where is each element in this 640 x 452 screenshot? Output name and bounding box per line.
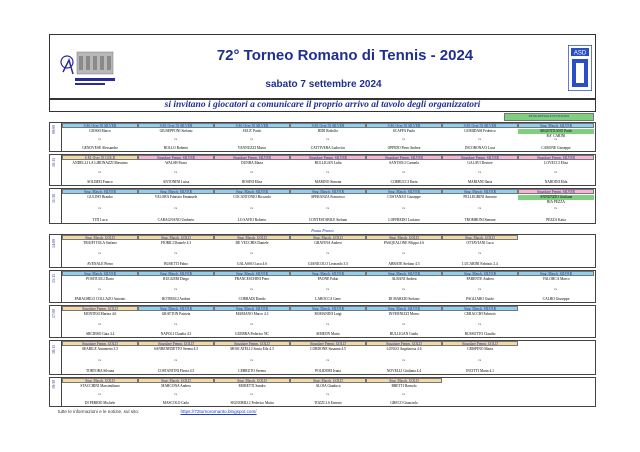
- match-category: Sing. Masch. GOLD: [290, 378, 366, 383]
- player-a: GRATTON Patrizia: [161, 312, 191, 316]
- player-a: BULLIGAN Lidia: [314, 161, 342, 165]
- match-category: Sing. Masch. GOLD: [62, 235, 138, 240]
- time-slot: [50, 123, 62, 151]
- player-a: GALAVI Desiree: [467, 161, 493, 165]
- match-category: Singolare Femm. SILVER: [518, 155, 594, 160]
- player-a: GIOSSI Marco: [89, 129, 111, 133]
- footer-link[interactable]: https://72tornoromanto.blogspot.com/: [180, 409, 257, 414]
- versus-label: vs: [478, 357, 482, 362]
- time-block: [49, 188, 596, 224]
- match-category: Singolare Femm. GOLD: [214, 341, 290, 346]
- time-slot: [50, 271, 62, 302]
- match-category: Sing. Masch. GOLD: [366, 378, 442, 383]
- versus-label: vs: [98, 357, 102, 362]
- player-a: RIDI Rodolfo: [317, 129, 339, 133]
- player-b: ABBATE Stefano 4.5: [388, 262, 420, 266]
- match-category: S.M. Over 55 SILVER: [366, 123, 442, 128]
- time-slot: [50, 341, 62, 374]
- player-b: CARAGNANO Umberto: [157, 218, 195, 222]
- match-category: Singolare Femm. GOLD: [138, 341, 214, 346]
- versus-label: vs: [174, 357, 178, 362]
- match-category: S.M. Over 55 GOLD: [62, 155, 138, 160]
- versus-label: vs: [402, 392, 406, 396]
- lunch-break-label: Pausa Pranzo: [311, 228, 334, 233]
- versus-label: vs: [402, 357, 406, 362]
- player-a: COSTANZO Giuseppe: [387, 195, 421, 199]
- versus-label: vs: [478, 251, 482, 255]
- versus-label: vs: [478, 321, 482, 326]
- footer: [58, 409, 257, 414]
- player-b: CARONE Giuseppe: [541, 146, 571, 150]
- time-block: [49, 270, 596, 303]
- player-b: LOFFREDO Luciano: [388, 218, 420, 222]
- match-category: Sing. Masch. SILVER: [366, 189, 442, 194]
- player-a-partner: RA' CARINI: [546, 134, 566, 138]
- sponsor-logo-icon: [568, 45, 592, 91]
- versus-label: vs: [98, 392, 102, 396]
- match-category: Sing. Masch. GOLD: [214, 235, 290, 240]
- match-category: Singolare Femm. GOLD: [62, 306, 138, 311]
- player-b: DI PERRIO Michele: [84, 401, 116, 405]
- player-b: ARCIERO Gaia 4.4: [85, 332, 115, 336]
- time-label: 14:00: [51, 238, 56, 248]
- match-category: Sing. Masch. SILVER: [442, 189, 518, 194]
- versus-label: vs: [478, 206, 482, 210]
- player-a: RUGGERI Diego: [163, 277, 189, 281]
- tournament-title: 72° Torneo Romano di Tennis - 2024: [216, 47, 474, 64]
- match-category: Sing. Masch. SILVER: [290, 189, 366, 194]
- player-a: PELLEGRINI Antonio: [463, 195, 497, 199]
- versus-label: vs: [250, 357, 254, 362]
- player-b: TITI Luca: [92, 218, 108, 222]
- versus-label: vs: [98, 286, 102, 291]
- player-a: PASQUALONE Filippo 4.6: [383, 241, 425, 245]
- versus-label: vs: [478, 286, 482, 291]
- player-b: PEZZA Katia: [546, 218, 566, 222]
- match-category: Sing. Masch. GOLD: [214, 378, 290, 383]
- player-a: PAONE Fabio: [317, 277, 339, 281]
- player-b: MASCOLO Carlo: [162, 401, 190, 405]
- time-slot: [50, 155, 62, 185]
- versus-label: vs: [250, 206, 254, 210]
- time-label: 15:15: [51, 274, 56, 284]
- time-slot: [50, 189, 62, 223]
- versus-label: vs: [326, 251, 330, 255]
- player-a: SULE' Paolo: [242, 129, 262, 133]
- versus-label: vs: [250, 170, 254, 174]
- player-b: PARAGHILO COLLAZO Antonio: [74, 297, 126, 301]
- versus-label: vs: [554, 170, 558, 174]
- player-a: FRANCESCHINI Piero: [234, 277, 270, 281]
- player-b: MARINO Simona: [314, 180, 342, 184]
- player-a: TRAIFI TOLA Stefano: [83, 241, 117, 245]
- player-b: VANNUZZI Marco: [237, 146, 267, 150]
- match-category: Sing. Masch. GOLD: [290, 235, 366, 240]
- player-b: INCORONA'O Luca: [464, 146, 496, 150]
- player-b: BULLIGAN Guido: [389, 332, 419, 336]
- match-category: Sing. Masch. SILVER: [214, 271, 290, 276]
- player-a: DE VECCHIS Daniele: [235, 241, 269, 245]
- match-category: Sing. Masch. SILVER: [442, 306, 518, 311]
- versus-label: vs: [326, 170, 330, 174]
- versus-label: vs: [554, 137, 558, 141]
- versus-label: vs: [402, 206, 406, 210]
- time-label: 19:30: [51, 380, 56, 390]
- time-block: [49, 340, 596, 375]
- player-b: MARIANI Ilaria: [467, 180, 493, 184]
- player-b: GRECO Giancarlo: [390, 401, 418, 405]
- match-category: Singolare Femm. GOLD: [62, 341, 138, 346]
- match-category: Sing. Masch. SILVER: [442, 271, 518, 276]
- player-a: PARENTE Andrea: [466, 277, 494, 281]
- player-b: NAPOLI Claudia 4.3: [160, 332, 192, 336]
- player-a: GOMIDASI Federico: [464, 129, 496, 133]
- footer-text: tutte le informazioni e le notizie, sul sito:: [58, 409, 140, 414]
- player-a: GRAVINA Andrea: [314, 241, 342, 245]
- player-a: GIUSEPPONI Stefano: [159, 129, 193, 133]
- versus-label: vs: [174, 392, 178, 396]
- time-block: [49, 377, 596, 407]
- player-b: PAGLIARO Guido: [466, 297, 494, 301]
- player-a: SPERANZA Francesco: [311, 195, 345, 199]
- player-a: CERACCHI Fabrizio: [464, 312, 496, 316]
- player-b: RUSSOTTO Claudio: [464, 332, 496, 336]
- match-category: Sing. Masch. SILVER: [138, 189, 214, 194]
- match-category: Sing. Masch. SILVER: [138, 306, 214, 311]
- versus-label: vs: [250, 321, 254, 326]
- versus-label: vs: [478, 137, 482, 141]
- player-a: MORETTI Sandro: [238, 384, 266, 388]
- match-category: Sing. Masch. SILVER: [518, 271, 594, 276]
- match-category: Sing. Masch. GOLD: [138, 378, 214, 383]
- player-b: OPPIDO Piero Andrea: [387, 146, 421, 150]
- match-category: Singolare Femm. GOLD: [366, 341, 442, 346]
- versus-label: vs: [326, 321, 330, 326]
- time-block: [49, 234, 596, 268]
- player-b: SOLIMEI Franco: [87, 180, 113, 184]
- time-label: 18:15: [51, 345, 56, 355]
- player-a: STACCHINI Massimiliano: [80, 384, 120, 388]
- player-b: SIMEON Mario: [316, 332, 340, 336]
- match-category: S.M. Over 55 SILVER: [138, 123, 214, 128]
- player-a: OTTAVIANI Luca: [466, 241, 494, 245]
- versus-label: vs: [174, 251, 178, 255]
- player-b: TROMBONI Simone: [464, 218, 496, 222]
- player-b: CATTIVERA Ludovico: [310, 146, 346, 150]
- match-category: S.M. Over 55 SILVER: [290, 123, 366, 128]
- tournament-date: sabato 7 settembre 2024: [265, 79, 382, 90]
- player-b: LUCARINI Fabrizio 2.4: [462, 262, 498, 266]
- player-b: CERRUTO Serena: [238, 369, 266, 373]
- match-category: Singolare Femm. SILVER: [214, 155, 290, 160]
- player-b: NAROINI Elda: [544, 180, 568, 184]
- versus-label: vs: [98, 251, 102, 255]
- player-a: ROMANINI Luigi: [314, 312, 342, 316]
- schedule-sheet: [49, 34, 596, 408]
- match-category: Sing. Masch. GOLD: [366, 235, 442, 240]
- player-b: COSTANTINI Flavia 4.5: [157, 369, 195, 373]
- match-category: Singolare Femm. SILVER: [518, 189, 594, 194]
- player-a: INVERNIZZI Marco: [388, 312, 420, 316]
- match-category: Sing. Masch. GOLD: [138, 235, 214, 240]
- player-b: ROLLO Roberto: [163, 146, 189, 150]
- player-b: POLIDORI Ivana: [315, 369, 341, 373]
- match-category: Singolare Femm. SILVER: [442, 155, 518, 160]
- player-b: NOVELLI Giuliana 4.4: [386, 369, 422, 373]
- player-b: GUERRA Federico NC: [235, 332, 269, 336]
- player-a: CORDONE Susanna 4.5: [310, 347, 346, 351]
- time-block: [49, 154, 596, 186]
- player-a: SCAFFA Paolo: [392, 129, 416, 133]
- player-a: SANBENEDETTO Serena 4.5: [153, 347, 199, 351]
- player-a: MARIANO Marco 4.3: [235, 312, 269, 316]
- match-category: Sing. Masch. SILVER: [62, 271, 138, 276]
- player-a: SANTIOLI Carmela: [389, 161, 419, 165]
- player-b: GALASSO Luca 4.6: [236, 262, 268, 266]
- player-a: ALOIA Gianluca: [315, 384, 341, 388]
- versus-label: vs: [174, 170, 178, 174]
- versus-label: vs: [250, 137, 254, 141]
- time-slot: [50, 378, 62, 406]
- player-a: POSITUOLI Dario: [86, 277, 114, 281]
- match-category: S.M. Over 55 SILVER: [442, 123, 518, 128]
- versus-label: vs: [98, 321, 102, 326]
- notice-bar: si invitano i giocatori a comunicare il proprio arrivo al tavolo degli organizzatori: [49, 98, 596, 112]
- versus-label: vs: [174, 206, 178, 210]
- match-category: Sing. Masch. SILVER: [214, 189, 290, 194]
- player-b: ROTIROLI Andrea: [161, 297, 191, 301]
- player-b: LO SAVIO Roberto: [237, 218, 267, 222]
- time-slot: [50, 306, 62, 337]
- time-label: 10:15: [51, 157, 56, 167]
- match-category: Sing. Masch. SILVER: [290, 306, 366, 311]
- match-category: S.M. Over 55 SILVER: [214, 123, 290, 128]
- player-b: TORTORA Silvana: [85, 369, 115, 373]
- versus-label: vs: [174, 286, 178, 291]
- player-b: DI MARZIO Stefano: [388, 297, 420, 301]
- versus-label: vs: [554, 286, 558, 291]
- player-a: BRETTI Romolo: [391, 384, 417, 388]
- player-b: BUSETTI Fabio: [164, 262, 188, 266]
- versus-label: vs: [326, 137, 330, 141]
- versus-label: vs: [98, 206, 102, 210]
- player-a: ALBANI Andrea: [391, 277, 417, 281]
- match-category: Sing. Masch. SILVER: [518, 123, 594, 128]
- versus-label: vs: [326, 357, 330, 362]
- match-category: Singolare Femm. GOLD: [290, 341, 366, 346]
- player-a: ANNUNZIO Giuliana: [518, 195, 594, 200]
- player-b: CORBUCCI Ilaria: [390, 180, 418, 184]
- versus-label: vs: [250, 286, 254, 291]
- match-category: Sing. Masch. SILVER: [62, 189, 138, 194]
- player-b: CALBO Giuseppe: [542, 297, 570, 301]
- player-b: ROSINI Elisa: [241, 180, 263, 184]
- time-label: 17:00: [51, 309, 56, 319]
- versus-label: vs: [402, 321, 406, 326]
- versus-label: vs: [174, 137, 178, 141]
- player-a: MONTESI Marina 4.6: [83, 312, 117, 316]
- player-a: VALORA Fabrizio Emanuele: [154, 195, 198, 199]
- player-a: MOSCATELLI Sonia Eila 4.3: [230, 347, 274, 351]
- versus-label: vs: [402, 137, 406, 141]
- top-note: RETROSPEDALE INVITATION: [504, 113, 594, 121]
- versus-label: vs: [250, 251, 254, 255]
- sponsor-logo-text: ASD: [573, 50, 587, 57]
- player-a: COCANTONIO Riccardo: [233, 195, 271, 199]
- time-slot: [50, 235, 62, 267]
- player-b: CONTESTABILE Stefano: [308, 218, 348, 222]
- player-a: DUNBA Maria: [240, 161, 264, 165]
- player-a: MARCONA Andrea: [161, 384, 191, 388]
- player-b: INCITTI Marta 4.1: [466, 369, 494, 373]
- match-category: Singolare Femm. SILVER: [366, 155, 442, 160]
- player-a: FIORILI Daniele 4.3: [160, 241, 192, 245]
- time-block: [49, 122, 596, 152]
- match-category: Singolare Femm. SILVER: [138, 155, 214, 160]
- versus-label: vs: [98, 137, 102, 141]
- time-block: [49, 305, 596, 338]
- player-a: LOVECCI Elisa: [544, 161, 568, 165]
- time-label: 11:30: [51, 193, 56, 203]
- match-category: Singolare Femm. GOLD: [442, 341, 518, 346]
- player-b: ANTONINI Luisa: [162, 180, 190, 184]
- versus-label: vs: [402, 251, 406, 255]
- player-a-partner: BIA PEZZA: [546, 200, 566, 204]
- player-a: ANDELLI LA LIBONAZZI Massimo: [72, 161, 128, 165]
- versus-label: vs: [98, 170, 102, 174]
- player-a: VALORCA Marco: [542, 277, 570, 281]
- time-label: 09:00: [51, 125, 56, 135]
- player-a: ARGENTIANO Paolo: [518, 129, 594, 134]
- versus-label: vs: [554, 206, 558, 210]
- player-b: AVENALE Pietro: [87, 262, 113, 266]
- versus-label: vs: [326, 206, 330, 210]
- match-category: Sing. Masch. SILVER: [290, 271, 366, 276]
- versus-label: vs: [326, 286, 330, 291]
- player-b: CORRADI Danilo: [238, 297, 266, 301]
- player-b: LABOCCA Gene: [315, 297, 341, 301]
- player-a: SEARILE Antonietta 3.5: [81, 347, 119, 351]
- player-a: WALSH Fiona: [165, 161, 187, 165]
- versus-label: vs: [326, 392, 330, 396]
- match-category: Sing. Masch. SILVER: [366, 306, 442, 311]
- player-b: TOZZI 2.6 Ernesto: [314, 401, 342, 405]
- match-category: Sing. Masch. GOLD: [442, 235, 518, 240]
- match-category: Sing. Masch. SILVER: [366, 271, 442, 276]
- versus-label: vs: [478, 170, 482, 174]
- versus-label: vs: [250, 392, 254, 396]
- match-category: Sing. Masch. SILVER: [214, 306, 290, 311]
- match-category: S.M. Over 55 SILVER: [62, 123, 138, 128]
- player-a: GULINO Branko: [87, 195, 113, 199]
- match-category: Sing. Masch. SILVER: [138, 271, 214, 276]
- versus-label: vs: [174, 321, 178, 326]
- match-category: Singolare Femm. SILVER: [290, 155, 366, 160]
- versus-label: vs: [402, 286, 406, 291]
- player-a: CRISPINO Marta: [467, 347, 493, 351]
- versus-label: vs: [402, 170, 406, 174]
- match-category: Sing. Masch. GOLD: [62, 378, 138, 383]
- player-b: GIANICOLO Leonardo 3.5: [307, 262, 349, 266]
- player-b: GENOVESE Alessandro: [82, 146, 118, 150]
- header: [49, 34, 596, 100]
- player-b: SIGNORILLI Federico Maria: [230, 401, 274, 405]
- player-a: LONGO Angelarosa 4.6: [386, 347, 422, 351]
